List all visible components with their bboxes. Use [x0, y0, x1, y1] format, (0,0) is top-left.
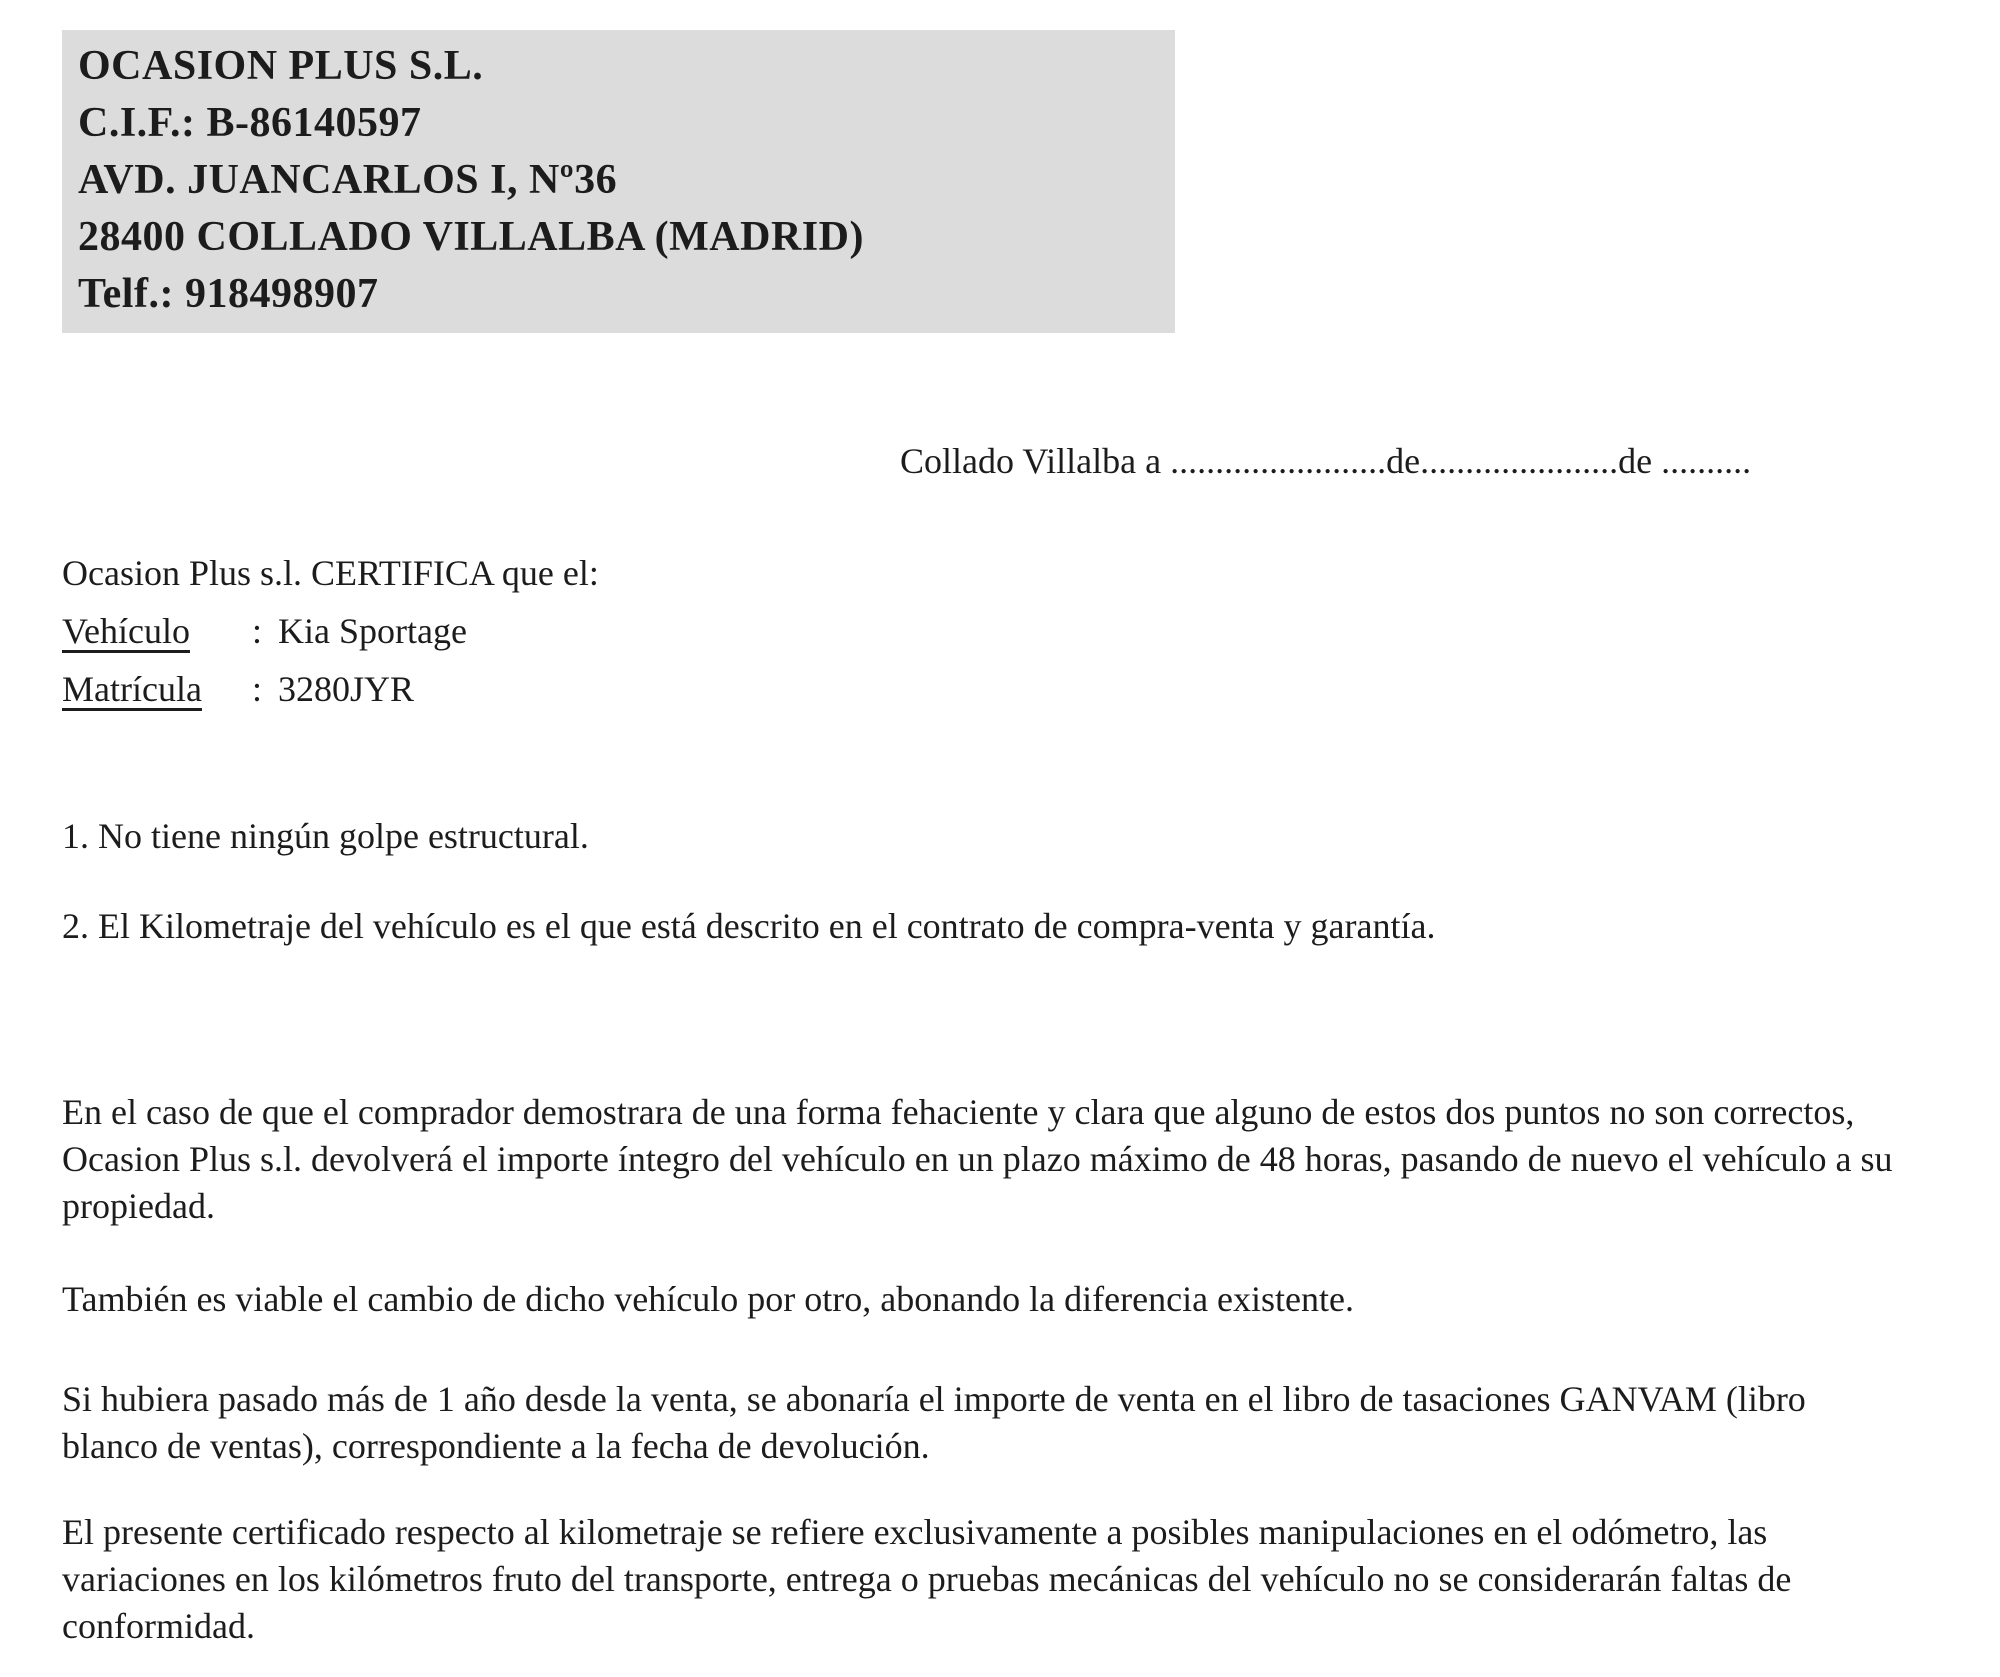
letterhead-cif: C.I.F.: B-86140597: [78, 100, 422, 146]
date-place-line: Collado Villalba a ........................de......................de ..........: [900, 441, 1752, 481]
letterhead-company-name: OCASION PLUS S.L.: [78, 43, 484, 89]
plate-field-value: 3280JYR: [278, 669, 415, 709]
paragraph-ganvam-valuation: Si hubiera pasado más de 1 año desde la venta, se abonaría el importe de venta en el libro de tasaciones GANVAM (libro blanco de ventas), correspondiente a la fecha de devolución.: [62, 1379, 1806, 1466]
paragraph-vehicle-exchange: También es viable el cambio de dicho vehículo por otro, abonando la diferencia existente.: [62, 1279, 1355, 1319]
vehicle-field-row: [62, 602, 599, 660]
vehicle-field-label: Vehículo: [62, 611, 190, 651]
paragraph-odometer-disclaimer: El presente certificado respecto al kilometraje se refiere exclusivamente a posibles manipulaciones en el odómetro, las variaciones en los kilómetros fruto del transporte, entrega o pruebas mecánicas del vehículo no se considerarán faltas de conformidad.: [62, 1512, 1792, 1646]
vehicle-field-separator: :: [252, 611, 263, 651]
statement-point-2: 2. El Kilometraje del vehículo es el que está descrito en el contrato de compra-venta y garantía.: [62, 906, 1436, 946]
plate-field-separator: :: [252, 669, 263, 709]
plate-field-row: [62, 660, 599, 718]
letterhead-city: 28400 COLLADO VILLALBA (MADRID): [78, 214, 864, 260]
paragraph-refund-guarantee: En el caso de que el comprador demostrara de una forma fehaciente y clara que alguno de estos dos puntos no son correctos, Ocasion Plus s.l. devolverá el importe íntegro del vehículo en un plazo máximo de 48 horas, pasando de nuevo el vehículo a su propiedad.: [62, 1092, 1893, 1226]
letterhead: [62, 30, 1175, 333]
letterhead-phone: Telf.: 918498907: [78, 271, 379, 317]
plate-field-label: Matrícula: [62, 669, 202, 709]
certification-block: [62, 544, 599, 718]
statement-points: [62, 813, 1900, 950]
statement-point-1: 1. No tiene ningún golpe estructural.: [62, 816, 589, 856]
vehicle-field-value: Kia Sportage: [278, 611, 467, 651]
certification-intro: Ocasion Plus s.l. CERTIFICA que el:: [62, 553, 599, 593]
letterhead-address: AVD. JUANCARLOS I, Nº36: [78, 157, 618, 203]
